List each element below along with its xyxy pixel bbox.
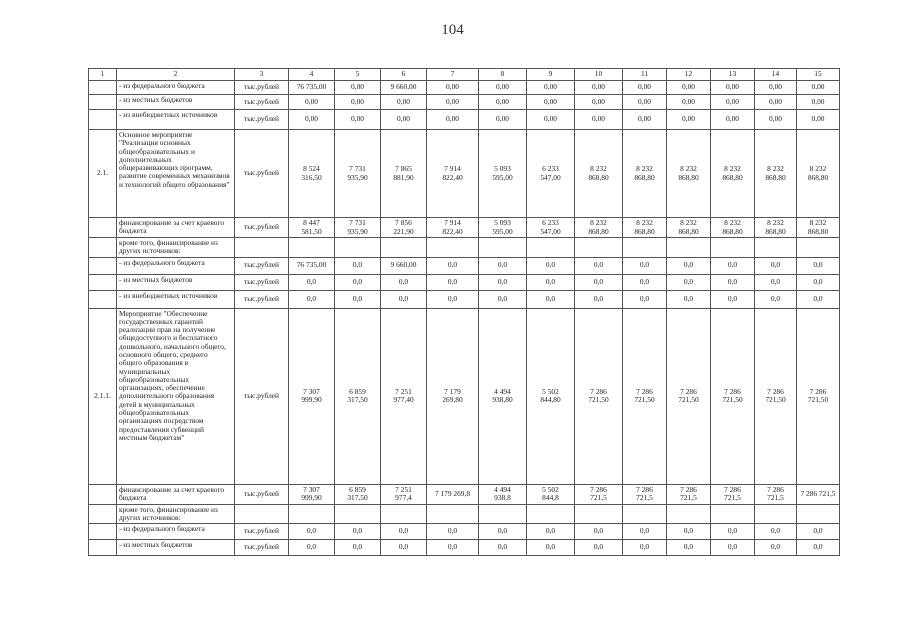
row-code bbox=[89, 290, 117, 308]
value-cell bbox=[381, 504, 427, 524]
value-cell bbox=[289, 504, 335, 524]
value-cell: 5 093 595,00 bbox=[479, 130, 527, 218]
value-cell: 0,0 bbox=[575, 540, 623, 556]
row-description: Основное мероприятие "Реализация основных общеобразовательных и дополнительных общеразвивающих программ, развитие современных механизмов и технологий общего образования" bbox=[117, 130, 235, 218]
value-cell: 0,0 bbox=[427, 524, 479, 540]
value-cell: 7 286 721,50 bbox=[575, 308, 623, 484]
row-code bbox=[89, 504, 117, 524]
value-cell: 0,0 bbox=[527, 290, 575, 308]
row-unit: тыс.рублей bbox=[235, 81, 289, 95]
value-cell: 0,0 bbox=[623, 290, 667, 308]
table-row bbox=[89, 484, 840, 504]
row-unit: тыс.рублей bbox=[235, 130, 289, 218]
table-row bbox=[89, 504, 840, 524]
row-code bbox=[89, 81, 117, 95]
value-cell bbox=[575, 504, 623, 524]
value-cell: 7 731 935,90 bbox=[335, 218, 381, 238]
value-cell: 7 286 721,5 bbox=[755, 484, 797, 504]
value-cell bbox=[711, 238, 755, 258]
value-cell bbox=[711, 504, 755, 524]
value-cell: 8 232 868,80 bbox=[623, 130, 667, 218]
row-description: - из местных бюджетов bbox=[117, 540, 235, 556]
value-cell: 0,00 bbox=[575, 95, 623, 110]
value-cell: 0,00 bbox=[667, 95, 711, 110]
value-cell: 7 286 721,50 bbox=[711, 308, 755, 484]
page-number: 104 bbox=[441, 22, 464, 38]
value-cell: 0,0 bbox=[479, 274, 527, 290]
value-cell bbox=[623, 504, 667, 524]
header-cell: 8 bbox=[479, 69, 527, 81]
value-cell: 0,0 bbox=[667, 290, 711, 308]
value-cell: 5 502 844,8 bbox=[527, 484, 575, 504]
row-unit: тыс.рублей bbox=[235, 218, 289, 238]
value-cell: 0,00 bbox=[479, 95, 527, 110]
value-cell: 0,00 bbox=[289, 95, 335, 110]
header-cell: 6 bbox=[381, 69, 427, 81]
value-cell: 0,0 bbox=[755, 257, 797, 274]
row-unit: тыс.рублей bbox=[235, 540, 289, 556]
value-cell: 0,0 bbox=[755, 524, 797, 540]
value-cell: 9 660,00 bbox=[381, 81, 427, 95]
value-cell: 0,00 bbox=[797, 110, 840, 130]
value-cell: 76 735,00 bbox=[289, 81, 335, 95]
value-cell: 7 286 721,5 bbox=[623, 484, 667, 504]
row-unit: тыс.рублей bbox=[235, 308, 289, 484]
value-cell: 0,0 bbox=[381, 540, 427, 556]
row-unit: тыс.рублей bbox=[235, 110, 289, 130]
row-description: финансирование за счет краевого бюджета bbox=[117, 218, 235, 238]
value-cell: 7 307 999,90 bbox=[289, 308, 335, 484]
value-cell: 0,0 bbox=[575, 274, 623, 290]
value-cell: 0,0 bbox=[527, 274, 575, 290]
value-cell: 0,0 bbox=[479, 257, 527, 274]
value-cell: 0,00 bbox=[381, 95, 427, 110]
value-cell: 7 286 721,50 bbox=[667, 308, 711, 484]
value-cell: 8 232 868,80 bbox=[623, 218, 667, 238]
value-cell: 0,0 bbox=[667, 540, 711, 556]
row-unit: тыс.рублей bbox=[235, 257, 289, 274]
row-description: - из федерального бюджета bbox=[117, 81, 235, 95]
value-cell: 0,0 bbox=[527, 524, 575, 540]
value-cell: 0,0 bbox=[335, 290, 381, 308]
table-row bbox=[89, 130, 840, 218]
value-cell: 7 286 721,5 bbox=[797, 484, 840, 504]
value-cell: 0,0 bbox=[381, 524, 427, 540]
value-cell bbox=[479, 238, 527, 258]
value-cell bbox=[623, 238, 667, 258]
value-cell: 0,00 bbox=[667, 81, 711, 95]
value-cell: 7 251 977,4 bbox=[381, 484, 427, 504]
value-cell: 8 232 868,80 bbox=[797, 130, 840, 218]
value-cell: 0,0 bbox=[711, 274, 755, 290]
value-cell: 0,00 bbox=[335, 110, 381, 130]
value-cell: 7 179 269,8 bbox=[427, 484, 479, 504]
value-cell: 0,0 bbox=[427, 274, 479, 290]
row-code: 2.1.1. bbox=[89, 308, 117, 484]
value-cell bbox=[381, 238, 427, 258]
value-cell: 0,0 bbox=[667, 524, 711, 540]
value-cell: 0,0 bbox=[427, 290, 479, 308]
value-cell bbox=[427, 504, 479, 524]
header-cell: 3 bbox=[235, 69, 289, 81]
row-description: - из местных бюджетов bbox=[117, 95, 235, 110]
value-cell: 7 286 721,50 bbox=[623, 308, 667, 484]
row-description: - из местных бюджетов bbox=[117, 274, 235, 290]
table-row bbox=[89, 81, 840, 95]
header-cell: 12 bbox=[667, 69, 711, 81]
value-cell: 7 251 977,40 bbox=[381, 308, 427, 484]
value-cell: 0,0 bbox=[289, 540, 335, 556]
value-cell: 0,0 bbox=[711, 290, 755, 308]
row-description: - из внебюджетных источников bbox=[117, 110, 235, 130]
value-cell bbox=[335, 238, 381, 258]
value-cell: 6 859 317,50 bbox=[335, 308, 381, 484]
value-cell: 8 232 868,80 bbox=[755, 130, 797, 218]
value-cell: 4 494 938,80 bbox=[479, 308, 527, 484]
value-cell: 0,0 bbox=[289, 524, 335, 540]
value-cell bbox=[797, 504, 840, 524]
table-row bbox=[89, 274, 840, 290]
value-cell: 7 286 721,5 bbox=[575, 484, 623, 504]
value-cell: 0,00 bbox=[289, 110, 335, 130]
row-description: финансирование за счет краевого бюджета bbox=[117, 484, 235, 504]
value-cell: 0,00 bbox=[711, 81, 755, 95]
value-cell: 8 232 868,80 bbox=[575, 130, 623, 218]
value-cell: 7 865 881,90 bbox=[381, 130, 427, 218]
value-cell: 76 735,00 bbox=[289, 257, 335, 274]
row-description: кроме того, финансирование из других источников: bbox=[117, 238, 235, 258]
value-cell: 0,0 bbox=[479, 524, 527, 540]
value-cell: 0,00 bbox=[623, 95, 667, 110]
value-cell: 0,0 bbox=[479, 290, 527, 308]
value-cell: 0,0 bbox=[623, 274, 667, 290]
header-cell: 7 bbox=[427, 69, 479, 81]
value-cell: 0,0 bbox=[427, 540, 479, 556]
value-cell: 8 232 868,80 bbox=[797, 218, 840, 238]
table-row bbox=[89, 290, 840, 308]
value-cell: 0,0 bbox=[755, 274, 797, 290]
row-unit bbox=[235, 504, 289, 524]
value-cell: 6 859 317,50 bbox=[335, 484, 381, 504]
value-cell: 7 179 269,80 bbox=[427, 308, 479, 484]
table-row bbox=[89, 257, 840, 274]
row-code bbox=[89, 110, 117, 130]
value-cell: 0,0 bbox=[527, 257, 575, 274]
value-cell: 0,00 bbox=[427, 110, 479, 130]
value-cell: 0,0 bbox=[755, 540, 797, 556]
value-cell: 0,00 bbox=[479, 81, 527, 95]
value-cell: 7 286 721,50 bbox=[755, 308, 797, 484]
value-cell: 0,0 bbox=[527, 540, 575, 556]
row-description: Мероприятие "Обеспечение государственных гарантий реализации прав на получение общедоступного и бесплатного дошкольного, начального общего, основного общего, среднего общего образования в муниципальных общеобразовательных организациях, обеспечение дополнительного образования детей в муниципальных общеобразовательных организациях посредством предоставления субвенций местным бюджетам" bbox=[117, 308, 235, 484]
value-cell: 0,0 bbox=[575, 257, 623, 274]
value-cell bbox=[755, 238, 797, 258]
value-cell: 8 447 581,50 bbox=[289, 218, 335, 238]
value-cell: 6 233 547,00 bbox=[527, 130, 575, 218]
row-code bbox=[89, 218, 117, 238]
header-cell: 9 bbox=[527, 69, 575, 81]
value-cell: 8 232 868,80 bbox=[711, 130, 755, 218]
value-cell: 0,0 bbox=[797, 290, 840, 308]
value-cell: 7 307 999,90 bbox=[289, 484, 335, 504]
row-code: 2.1. bbox=[89, 130, 117, 218]
value-cell bbox=[527, 504, 575, 524]
table-row bbox=[89, 218, 840, 238]
value-cell: 8 232 868,80 bbox=[575, 218, 623, 238]
value-cell: 8 232 868,80 bbox=[711, 218, 755, 238]
value-cell: 5 093 595,00 bbox=[479, 218, 527, 238]
value-cell: 0,0 bbox=[289, 290, 335, 308]
value-cell: 0,00 bbox=[797, 81, 840, 95]
value-cell: 7 286 721,5 bbox=[711, 484, 755, 504]
value-cell: 0,00 bbox=[711, 110, 755, 130]
value-cell: 0,0 bbox=[797, 524, 840, 540]
value-cell: 0,00 bbox=[479, 110, 527, 130]
header-cell: 13 bbox=[711, 69, 755, 81]
value-cell: 0,0 bbox=[335, 274, 381, 290]
value-cell: 0,00 bbox=[381, 110, 427, 130]
value-cell: 0,0 bbox=[623, 257, 667, 274]
value-cell: 0,00 bbox=[575, 110, 623, 130]
table-row bbox=[89, 540, 840, 556]
row-code bbox=[89, 524, 117, 540]
header-cell: 11 bbox=[623, 69, 667, 81]
value-cell bbox=[575, 238, 623, 258]
row-code bbox=[89, 540, 117, 556]
value-cell: 7 286 721,5 bbox=[667, 484, 711, 504]
value-cell: 0,0 bbox=[335, 524, 381, 540]
value-cell: 7 286 721,50 bbox=[797, 308, 840, 484]
value-cell: 0,00 bbox=[427, 81, 479, 95]
header-cell: 14 bbox=[755, 69, 797, 81]
value-cell: 0,0 bbox=[797, 274, 840, 290]
value-cell: 0,0 bbox=[797, 257, 840, 274]
value-cell: 0,0 bbox=[289, 274, 335, 290]
row-code bbox=[89, 257, 117, 274]
value-cell: 0,0 bbox=[479, 540, 527, 556]
table-row bbox=[89, 95, 840, 110]
value-cell: 5 502 844,80 bbox=[527, 308, 575, 484]
table-row bbox=[89, 308, 840, 484]
value-cell: 0,0 bbox=[755, 290, 797, 308]
value-cell: 0,0 bbox=[711, 524, 755, 540]
value-cell bbox=[479, 504, 527, 524]
value-cell: 0,00 bbox=[527, 110, 575, 130]
value-cell bbox=[427, 238, 479, 258]
table-row bbox=[89, 110, 840, 130]
value-cell: 0,00 bbox=[427, 95, 479, 110]
value-cell: 0,00 bbox=[711, 95, 755, 110]
value-cell bbox=[667, 504, 711, 524]
row-description: кроме того, финансирование из других источников: bbox=[117, 504, 235, 524]
header-cell: 1 bbox=[89, 69, 117, 81]
row-unit bbox=[235, 238, 289, 258]
value-cell: 0,00 bbox=[623, 110, 667, 130]
budget-table bbox=[88, 68, 840, 556]
value-cell: 8 524 316,50 bbox=[289, 130, 335, 218]
header-cell: 2 bbox=[117, 69, 235, 81]
value-cell: 0,00 bbox=[755, 95, 797, 110]
value-cell: 0,0 bbox=[335, 257, 381, 274]
value-cell: 0,0 bbox=[575, 290, 623, 308]
value-cell: 6 233 547,00 bbox=[527, 218, 575, 238]
value-cell: 0,00 bbox=[335, 95, 381, 110]
value-cell: 0,0 bbox=[711, 257, 755, 274]
value-cell: 0,00 bbox=[797, 95, 840, 110]
value-cell: 0,00 bbox=[667, 110, 711, 130]
value-cell: 0,0 bbox=[427, 257, 479, 274]
value-cell: 8 232 868,80 bbox=[667, 130, 711, 218]
value-cell: 7 731 935,90 bbox=[335, 130, 381, 218]
row-code bbox=[89, 484, 117, 504]
table-header-row bbox=[89, 69, 840, 81]
value-cell: 0,0 bbox=[711, 540, 755, 556]
row-code bbox=[89, 95, 117, 110]
header-cell: 15 bbox=[797, 69, 840, 81]
value-cell: 7 914 822,40 bbox=[427, 130, 479, 218]
header-cell: 5 bbox=[335, 69, 381, 81]
value-cell: 0,00 bbox=[527, 81, 575, 95]
row-unit: тыс.рублей bbox=[235, 274, 289, 290]
value-cell: 4 494 938,8 bbox=[479, 484, 527, 504]
header-cell: 4 bbox=[289, 69, 335, 81]
value-cell: 0,0 bbox=[575, 524, 623, 540]
value-cell: 0,00 bbox=[527, 95, 575, 110]
row-unit: тыс.рублей bbox=[235, 484, 289, 504]
value-cell: 0,0 bbox=[335, 540, 381, 556]
table-row bbox=[89, 524, 840, 540]
value-cell: 8 232 868,80 bbox=[755, 218, 797, 238]
row-unit: тыс.рублей bbox=[235, 524, 289, 540]
value-cell: 0,00 bbox=[575, 81, 623, 95]
value-cell bbox=[755, 504, 797, 524]
row-description: - из внебюджетных источников bbox=[117, 290, 235, 308]
row-unit: тыс.рублей bbox=[235, 95, 289, 110]
table-row bbox=[89, 238, 840, 258]
value-cell: 0,00 bbox=[335, 81, 381, 95]
value-cell bbox=[797, 238, 840, 258]
value-cell bbox=[527, 238, 575, 258]
value-cell: 0,00 bbox=[755, 81, 797, 95]
value-cell bbox=[335, 504, 381, 524]
row-code bbox=[89, 238, 117, 258]
header-cell: 10 bbox=[575, 69, 623, 81]
value-cell: 0,00 bbox=[755, 110, 797, 130]
value-cell: 0,0 bbox=[667, 274, 711, 290]
value-cell: 7 856 221,90 bbox=[381, 218, 427, 238]
row-code bbox=[89, 274, 117, 290]
value-cell: 0,0 bbox=[623, 540, 667, 556]
row-description: - из федерального бюджета bbox=[117, 524, 235, 540]
value-cell: 0,0 bbox=[623, 524, 667, 540]
value-cell: 0,0 bbox=[797, 540, 840, 556]
value-cell: 9 660,00 bbox=[381, 257, 427, 274]
value-cell: 8 232 868,80 bbox=[667, 218, 711, 238]
value-cell: 0,0 bbox=[381, 274, 427, 290]
value-cell: 0,0 bbox=[381, 290, 427, 308]
value-cell bbox=[289, 238, 335, 258]
row-description: - из федерального бюджета bbox=[117, 257, 235, 274]
value-cell: 0,0 bbox=[667, 257, 711, 274]
value-cell: 0,00 bbox=[623, 81, 667, 95]
row-unit: тыс.рублей bbox=[235, 290, 289, 308]
value-cell bbox=[667, 238, 711, 258]
value-cell: 7 914 822,40 bbox=[427, 218, 479, 238]
